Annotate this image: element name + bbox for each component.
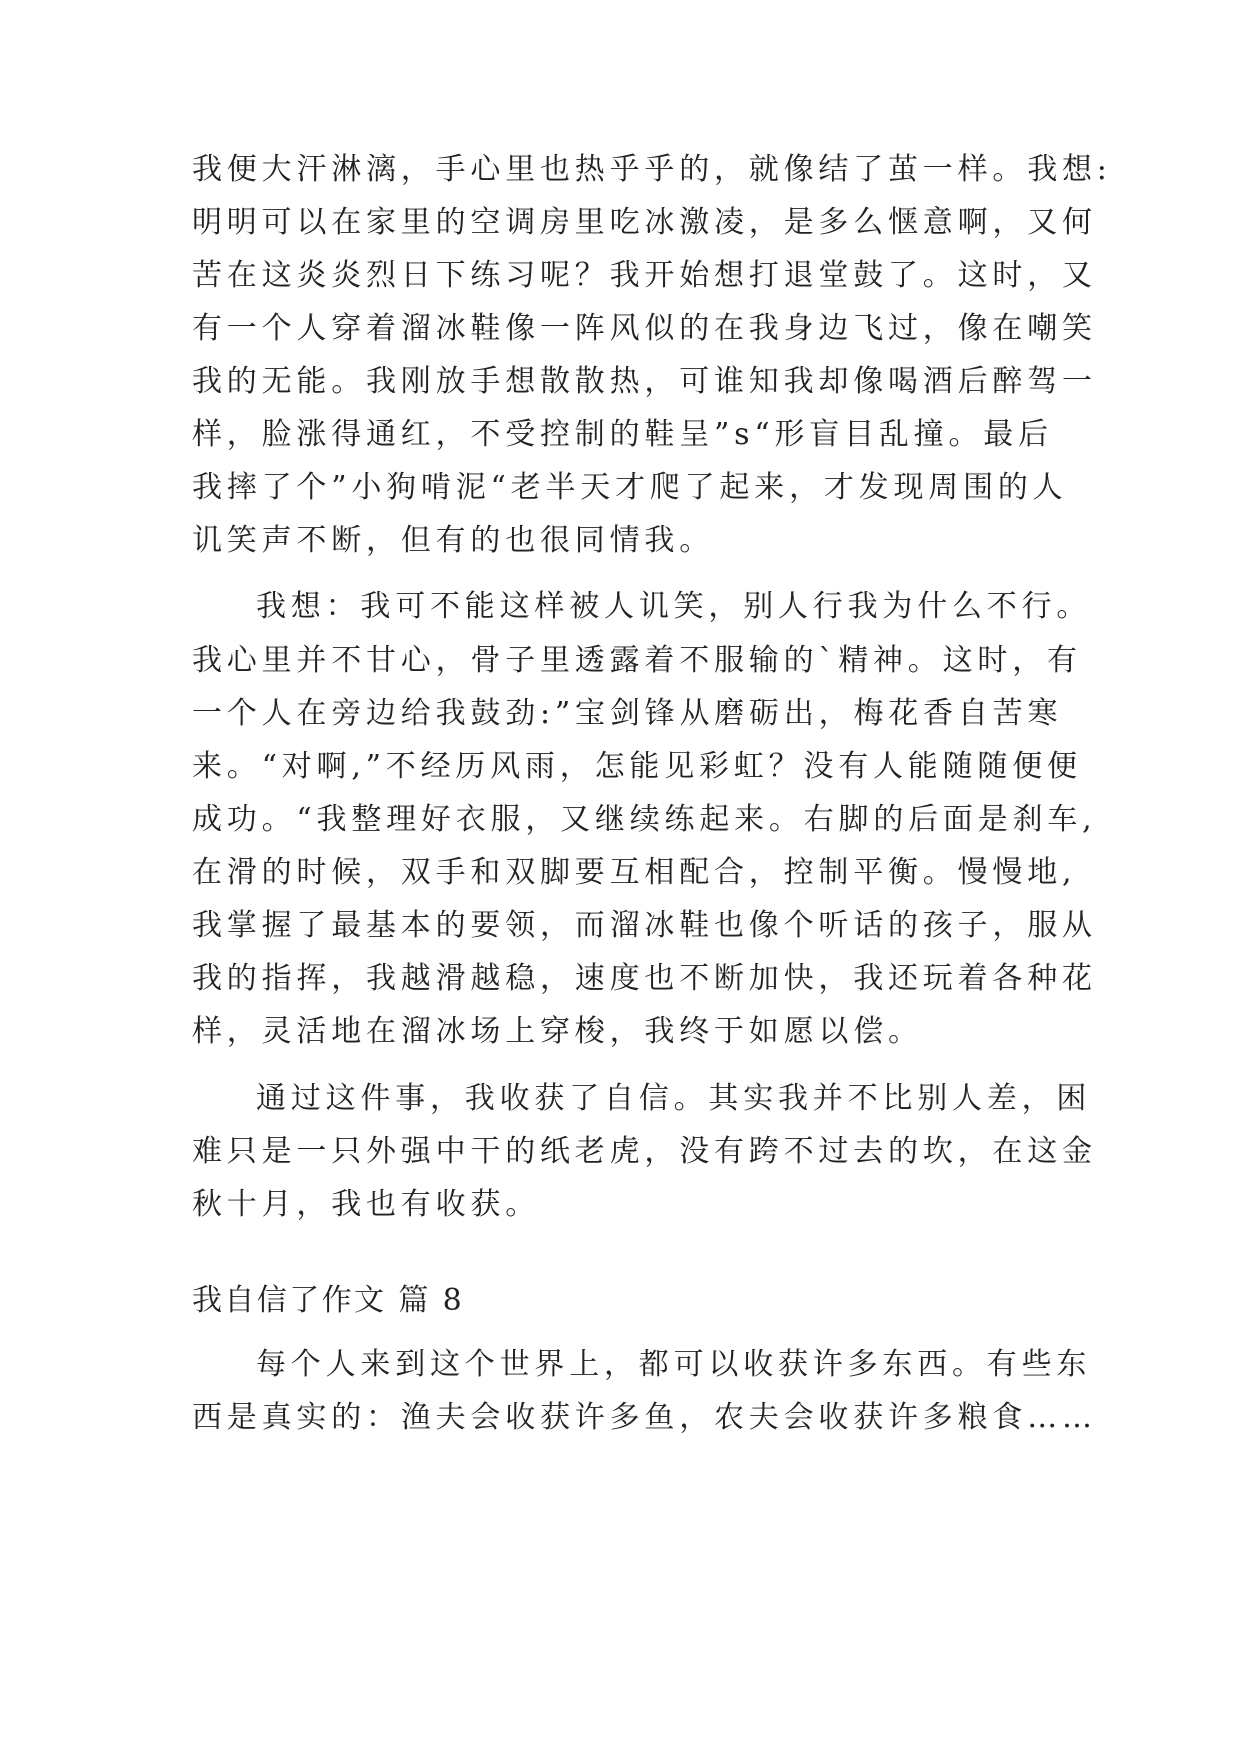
paragraph-1-line-8: 讥笑声不断，但有的也很同情我。 bbox=[192, 523, 714, 558]
paragraph-1-line-4: 有一个人穿着溜冰鞋像一阵风似的在我身边飞过，像在嘲笑 bbox=[192, 311, 1097, 346]
section-heading: 我自信了作文 篇 8 bbox=[192, 1283, 465, 1318]
paragraph-3-line-2: 难只是一只外强中干的纸老虎，没有跨不过去的坎，在这金 bbox=[192, 1134, 1097, 1169]
paragraph-1-line-5: 我的无能。我刚放手想散散热，可谁知我却像喝酒后醉驾一 bbox=[192, 364, 1097, 399]
paragraph-1-line-6: 样，脸涨得通红，不受控制的鞋呈”s“形盲目乱撞。最后 bbox=[192, 417, 1053, 452]
paragraph-3-line-1: 通过这件事，我收获了自信。其实我并不比别人差，困 bbox=[256, 1081, 1092, 1116]
section-paragraph-line-1: 每个人来到这个世界上，都可以收获许多东西。有些东 bbox=[256, 1347, 1092, 1382]
paragraph-2-line-2: 我心里并不甘心，骨子里透露着不服输的`精神。这时，有 bbox=[192, 643, 1082, 678]
paragraph-2-line-7: 我掌握了最基本的要领，而溜冰鞋也像个听话的孩子，服从 bbox=[192, 908, 1097, 943]
paragraph-3-line-3: 秋十月，我也有收获。 bbox=[192, 1187, 540, 1222]
paragraph-2-line-4: 来。“对啊,”不经历风雨，怎能见彩虹？没有人能随随便便 bbox=[192, 749, 1082, 784]
paragraph-2-line-5: 成功。“我整理好衣服，又继续练起来。右脚的后面是刹车, bbox=[192, 802, 1097, 837]
paragraph-2-line-6: 在滑的时候，双手和双脚要互相配合，控制平衡。慢慢地, bbox=[192, 855, 1077, 890]
paragraph-1-line-2: 明明可以在家里的空调房里吃冰激凌，是多么惬意啊，又何 bbox=[192, 205, 1097, 240]
paragraph-1-line-7: 我摔了个”小狗啃泥“老半天才爬了起来，才发现周围的人 bbox=[192, 470, 1068, 505]
section-paragraph-line-2: 西是真实的：渔夫会收获许多鱼，农夫会收获许多粮食…… bbox=[192, 1400, 1097, 1435]
paragraph-2-line-8: 我的指挥，我越滑越稳，速度也不断加快，我还玩着各种花 bbox=[192, 961, 1097, 996]
paragraph-1-line-1: 我便大汗淋漓，手心里也热乎乎的，就像结了茧一样。我想: bbox=[192, 152, 1112, 187]
paragraph-2-line-3: 一个人在旁边给我鼓劲:”宝剑锋从磨砺出，梅花香自苦寒 bbox=[192, 696, 1063, 731]
paragraph-1-line-3: 苦在这炎炎烈日下练习呢？我开始想打退堂鼓了。这时，又 bbox=[192, 258, 1097, 293]
paragraph-2-line-1: 我想：我可不能这样被人讥笑，别人行我为什么不行。 bbox=[256, 589, 1092, 624]
paragraph-2-line-9: 样，灵活地在溜冰场上穿梭，我终于如愿以偿。 bbox=[192, 1014, 923, 1049]
